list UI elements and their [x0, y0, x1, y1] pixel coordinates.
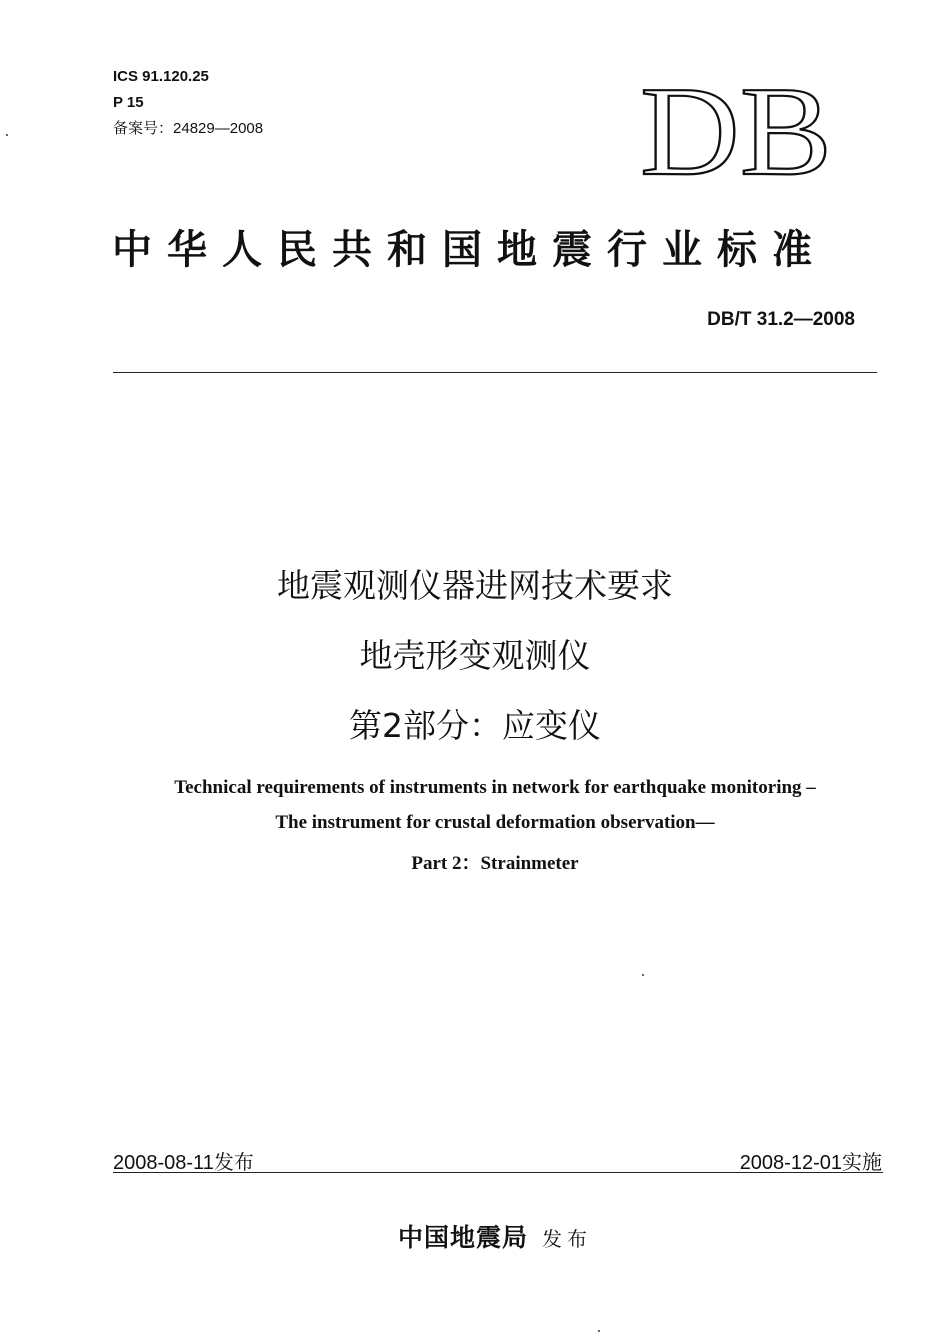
publisher-org: 中国地震局 [397, 1223, 528, 1252]
class-code: P 15 [113, 94, 144, 111]
filing-number: 24829—2008 [173, 120, 264, 137]
scan-speck [642, 974, 644, 976]
db-logo-text: DB [640, 80, 832, 180]
standard-title: 中华人民共和国地震行业标准 [112, 226, 827, 273]
scan-speck [6, 134, 8, 136]
footer-divider [113, 1172, 883, 1173]
effective-date: 2008-12-01实施 [739, 1152, 882, 1174]
title-en-line1: Technical requirements of instruments in network for earthquake monitoring – [174, 777, 816, 798]
ics-code: ICS 91.120.25 [113, 68, 209, 85]
issue-date: 2008-08-11发布 [113, 1152, 254, 1174]
filing-label: 备案号： [113, 120, 174, 137]
header-divider [113, 372, 877, 373]
standard-code: DB/T 31.2—2008 [707, 309, 855, 330]
title-en-line2: The instrument for crustal deformation observation— [275, 812, 715, 833]
publisher-verb: 发布 [542, 1227, 592, 1251]
filing-number-line [113, 116, 263, 142]
db-logo [640, 80, 835, 180]
scan-speck [598, 1330, 600, 1332]
title-zh-line1: 地震观测仪器进网技术要求 [277, 566, 673, 605]
publisher [0, 1218, 950, 1254]
classification-block [113, 64, 263, 142]
title-zh-line3: 第2部分：应变仪 [349, 706, 601, 745]
title-zh-line2: 地壳形变观测仪 [359, 636, 591, 675]
title-en-line3: Part 2：Strainmeter [411, 853, 579, 874]
